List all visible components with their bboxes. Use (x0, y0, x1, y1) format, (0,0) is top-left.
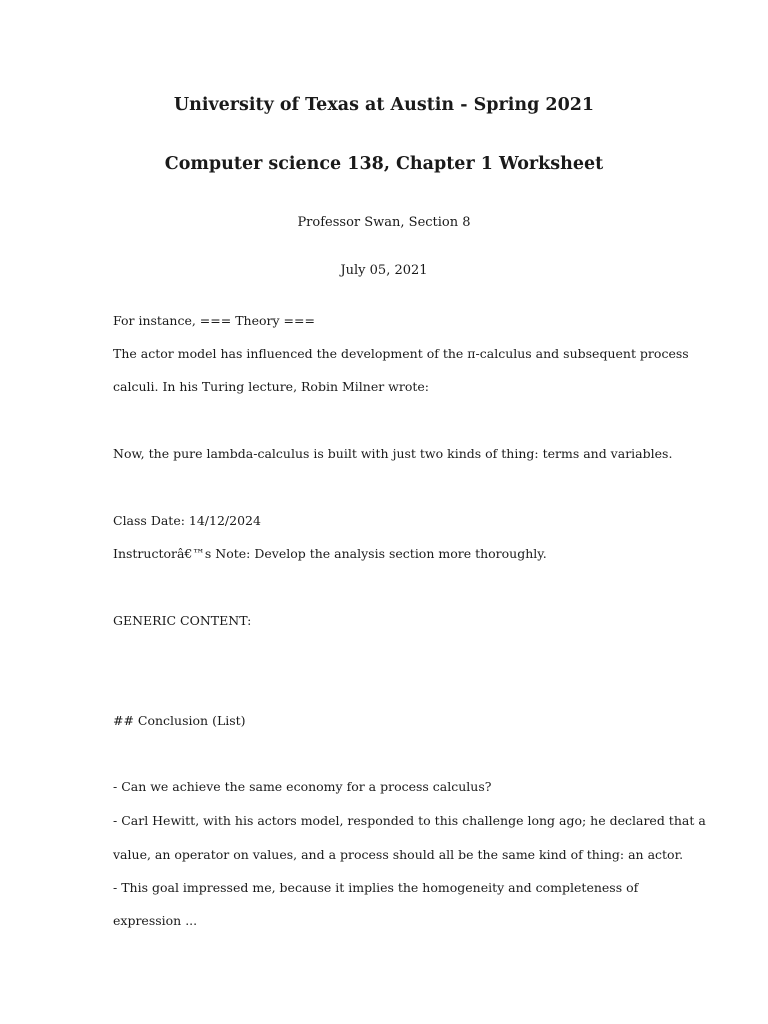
class-date: Class Date: 14/12/2024 (113, 513, 261, 528)
paragraph-line-2: calculi. In his Turing lecture, Robin Milner wrote: (113, 379, 430, 394)
instructor-note: Instructorâ€™s Note: Develop the analysis section more thoroughly. (113, 546, 547, 561)
list-item: - Can we achieve the same economy for a process calculus? (113, 779, 492, 794)
list-item-continuation: expression ... (113, 913, 198, 928)
date-line: July 05, 2021 (340, 263, 428, 278)
generic-content-label: GENERIC CONTENT: (113, 613, 252, 628)
professor-line: Professor Swan, Section 8 (297, 215, 471, 230)
course-title: Computer science 138, Chapter 1 Worksheet (164, 154, 604, 174)
list-item-continuation: value, an operator on values, and a process should all be the same kind of thing: an actor. (113, 847, 684, 862)
university-heading: University of Texas at Austin - Spring 2021 (173, 95, 595, 115)
intro-text: For instance, === Theory === (113, 313, 315, 328)
list-item: - Carl Hewitt, with his actors model, responded to this challenge long ago; he declared that a (113, 813, 706, 828)
list-item: - This goal impressed me, because it implies the homogeneity and completeness of (113, 880, 639, 895)
paragraph-line-1: The actor model has influenced the development of the π-calculus and subsequent process (113, 346, 689, 361)
quote-text: Now, the pure lambda-calculus is built with just two kinds of thing: terms and variables. (113, 446, 673, 461)
conclusion-heading: ## Conclusion (List) (113, 713, 246, 728)
